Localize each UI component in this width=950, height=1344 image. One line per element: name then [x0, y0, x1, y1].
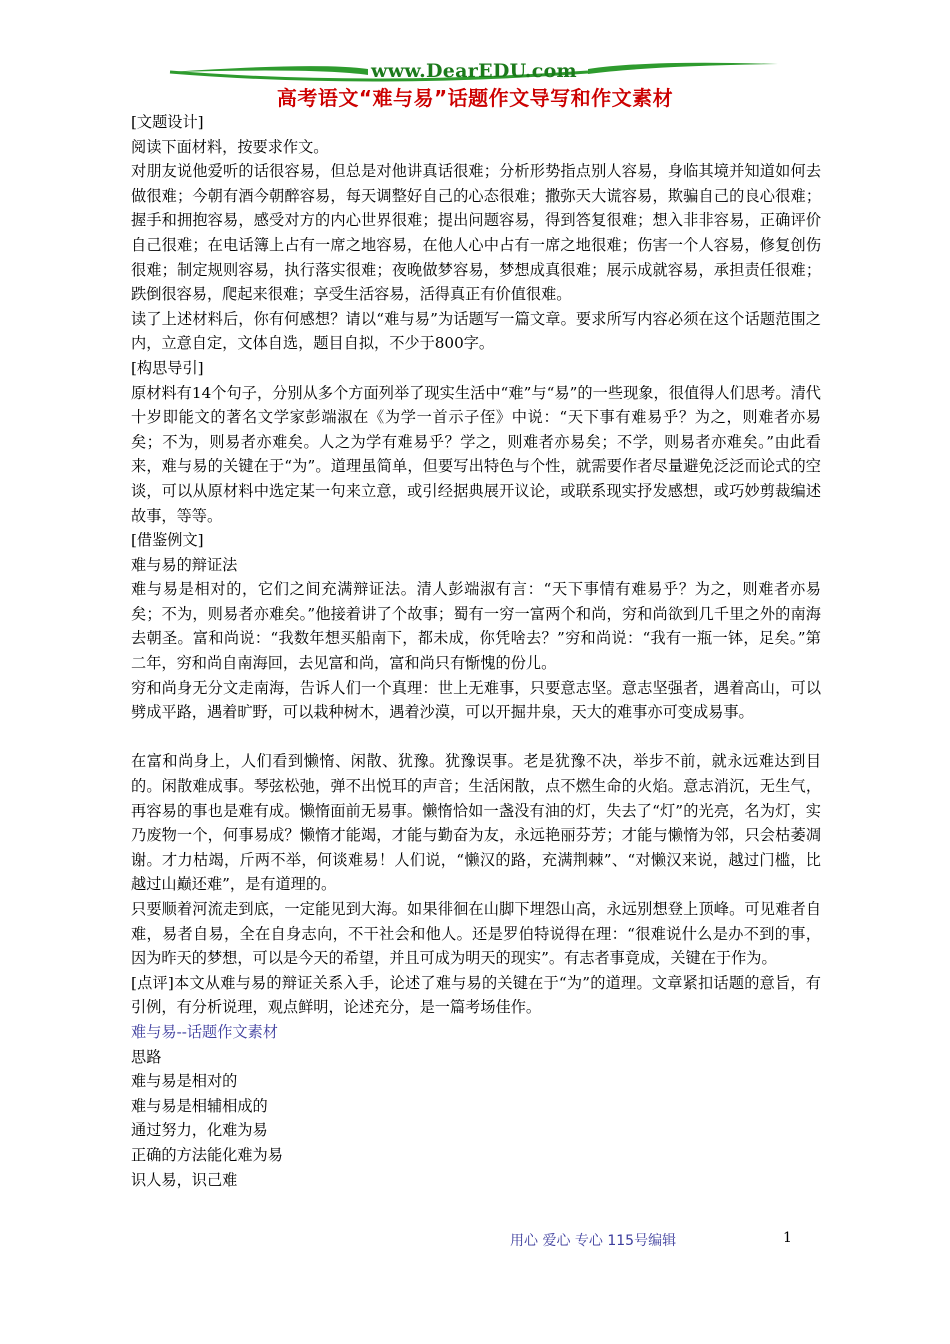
paragraph: 只要顺着河流走到底，一定能见到大海。如果徘徊在山脚下埋怨山高，永远别想登上顶峰。可见难者自难，易者自易，全在自身志向，不干社会和他人。还是罗伯特说得在理：“很难说什么是办不到的事，因为昨天的梦想，可以是今天的希望，并且可成为明天的现实”。有志者事竟成，关键在于作为。: [131, 900, 821, 968]
essay-title: 难与易的辩证法: [131, 555, 238, 574]
blank-line: [131, 725, 821, 750]
paragraph: 对朋友说他爱听的话很容易，但总是对他讲真话很难；分析形势指点别人容易，身临其境并知道如何去做很难；今朝有酒今朝醉容易，每天调整好自己的心态很难；撒弥天大谎容易，欺骗自己的良心很难；握手和拥抱容易，感受对方的内心世界很难；提出问题容易，得到答复很难；想入非非容易，正确评价自己很难；在电话簿上占有一席之地容易，在他人心中占有一席之地很难；伤害一个人容易，修复创伤很难；制定规则容易，执行落实很难；夜晚做梦容易，梦想成真很难；展示成就容易，承担责任很难；跌倒很容易，爬起来很难；享受生活容易，活得真正有价值很难。: [131, 162, 821, 304]
list-item: 思路: [131, 1047, 162, 1066]
page-number: 1: [783, 1230, 792, 1246]
paragraph: 难与易是相对的，它们之间充满辩证法。清人彭端淑有言：“天下事情有难易乎？为之，则难者亦易矣；不为，则易者亦难矣。”他接着讲了个故事；蜀有一穷一富两个和尚，穷和尚欲到几千里之外的南海去朝圣。富和尚说：“我数年想买船南下，都未成，你凭啥去？”穷和尚说：“我有一瓶一钵，足矣。”第二年，穷和尚自南海回，去见富和尚，富和尚只有惭愧的份儿。: [131, 580, 821, 673]
logo-text: www.DearEDU.com: [371, 60, 577, 82]
section-heading: [借鉴例文]: [131, 531, 204, 550]
list-item: 识人易，识己难: [131, 1170, 238, 1189]
list-item: 正确的方法能化难为易: [131, 1145, 283, 1164]
site-logo[interactable]: [168, 58, 780, 84]
paragraph: 读了上述材料后，你有何感想？请以“难与易”为话题写一篇文章。要求所写内容必须在这个话题范围之内，立意自定，文体自选，题目自拟，不少于800字。: [131, 309, 821, 353]
list-item: 通过努力，化难为易: [131, 1121, 268, 1140]
paragraph: [点评]本文从难与易的辩证关系入手，论述了难与易的关键在于“为”的道理。文章紧扣话题的意旨，有引例，有分析说理，观点鲜明，论述充分，是一篇考场佳作。: [131, 973, 821, 1017]
footer-slogan: 用心 爱心 专心 115号编辑: [510, 1233, 677, 1249]
paragraph: 阅读下面材料，按要求作文。: [131, 137, 329, 156]
paragraph: 原材料有14个句子，分别从多个方面列举了现实生活中“难”与“易”的一些现象，很值得人们思考。清代十岁即能文的著名文学家彭端淑在《为学一首示子侄》中说：“天下事有难易乎？为之，则难者亦易矣；不为，则易者亦难矣。人之为学有难易乎？学之，则难者亦易矣；不学，则易者亦难矣。”由此看来，难与易的关键在于“为”。道理虽简单，但要写出特色与个性，就需要作者尽量避免泛泛而论式的空谈，可以从原材料中选定某一句来立意，或引经据典展开议论，或联系现实抒发感想，或巧妙剪裁编述故事，等等。: [131, 383, 821, 525]
page-title: 高考语文“难与易”话题作文导写和作文素材: [276, 86, 674, 110]
list-item: 难与易是相辅相成的: [131, 1096, 268, 1115]
section-heading: [构思导引]: [131, 358, 204, 377]
material-link[interactable]: 难与易--话题作文素材: [131, 1022, 278, 1041]
paragraph: 在富和尚身上，人们看到懒惰、闲散、犹豫。犹豫误事。老是犹豫不决，举步不前，就永远难达到目的。闲散难成事。琴弦松弛，弹不出悦耳的声音；生活闲散，点不燃生命的火焰。意志消沉，无生气，再容易的事也是难有成。懒惰面前无易事。懒惰恰如一盏没有油的灯，失去了“灯”的光亮，名为灯，实乃废物一个，何事易成？懒惰才能竭，才能与勤奋为友，永远艳丽芬芳；才能与懒惰为邻，只会枯萎凋谢。才力枯竭，斤两不举，何谈难易！人们说，“懒汉的路，充满荆棘”、“对懒汉来说，越过门槛，比越过山巅还难”，是有道理的。: [131, 752, 821, 894]
document-body: [131, 110, 821, 1192]
section-heading: [文题设计]: [131, 113, 204, 131]
list-item: 难与易是相对的: [131, 1072, 238, 1091]
paragraph: 穷和尚身无分文走南海，告诉人们一个真理：世上无难事，只要意志坚。意志坚强者，遇着高山，可以劈成平路，遇着旷野，可以栽种树木，遇着沙漠，可以开掘井泉，天大的难事亦可变成易事。: [131, 678, 821, 722]
